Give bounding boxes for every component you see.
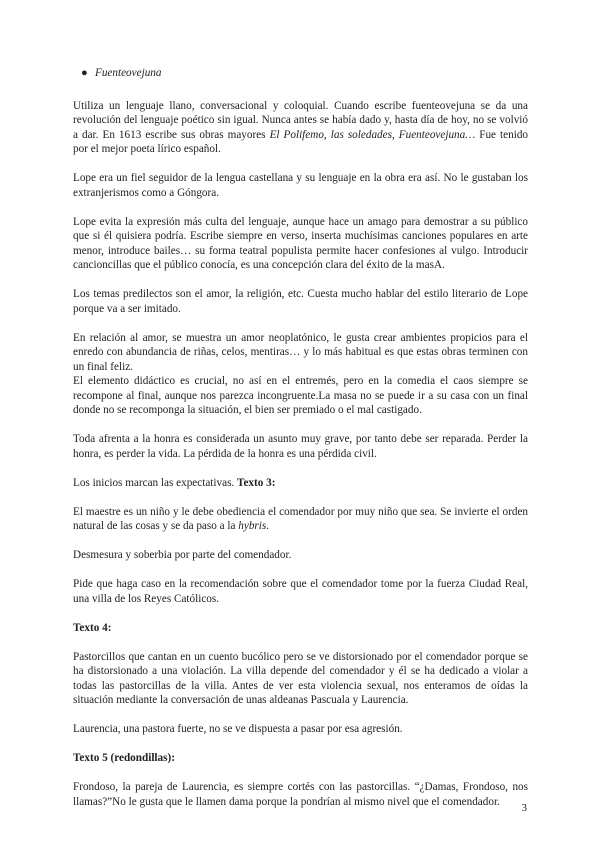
paragraph-maestre-end: . [266,520,270,532]
paragraph-laurencia: Laurencia, una pastora fuerte, no se ve dispuesta a pasar por esa agresión. [73,723,403,735]
paragraph-maestre [73,505,528,534]
texto-4-label: Texto 4: [73,621,112,634]
texto-5-label: Texto 5 (redondillas): [73,752,175,764]
paragraph-temas: Los temas predilectos son el amor, la religión, etc. Cuesta mucho hablar del estilo literario de Lope porque va a ser imitado. [73,288,528,315]
paragraph-frondoso: Frondoso, la pareja de Laurencia, es siempre cortés con las pastorcillas. “¿Damas, Frondoso, nos llamas?”No le gusta que le llamen dama porque la pondrían al mismo nivel que el comendador. [73,781,528,808]
works-titles: El Polifemo, las soledades, Fuenteovejuna… [269,128,476,141]
page-content [73,66,528,824]
paragraph-amor: En relación al amor, se muestra un amor neoplatónico, le gusta crear ambientes propicios para el enredo con abundancia de riñas, celos, mentiras… y lo más habitual es que estas obras terminen con un final feliz. [73,331,528,373]
paragraph-pastorcillos: Pastorcillos que cantan en un cuento bucólico pero se ve distorsionado por el comendador porque se ha distorsionado a una violación. La villa depende del comendador y él se ha dedicado a violar a todas las pastorcillas de la villa. Antes de ver esta violencia sexual, nos enteramos de oídas la situación mediante la conversación de unas aldeanas Pascuala y Laurencia. [73,650,528,706]
page-number: 3 [521,802,527,814]
paragraph-lengua-castellana: Lope era un fiel seguidor de la lengua castellana y su lenguaje en la obra era así. No le gustaban los extranjerismos como a Góngora. [73,172,528,199]
paragraph-inicios [73,476,528,491]
paragraph-lenguaje-end: Fue tenido por el mejor poeta lírico español. [73,128,529,155]
paragraph-desmesura: Desmesura y soberbia por parte del comendador. [73,549,292,561]
paragraph-maestre-text: El maestre es un niño y le debe obediencia el comendador por muy niño que sea. Se invierte el orden natural de las cosas y se da paso a la [73,505,528,532]
paragraph-inicios-text: Los inicios marcan las expectativas. [73,476,238,489]
paragraph-expresion-culta: Lope evita la expresión más culta del lenguaje, aunque hace un amago para demostrar a su público que si él quisiera podría. Escribe siempre en verso, inserta muchísimas canciones populares en arte menor, introduce bailes… su forma teatral populista permite hacer confesiones al vulgo. Introducir cancioncillas que el público conocía, es una concepción clara del éxito de la masA. [73,215,528,271]
paragraph-lenguaje-text: Utiliza un lenguaje llano, conversacional y coloquial. Cuando escribe fuenteovejuna se da una revolución del lenguaje poético sin igual. Nunca antes se había dado y, hasta día de hoy, no se volvió a dar. En 1613 escribe sus obras mayores [73,99,528,141]
bullet-dot-icon: ● [81,67,88,79]
bullet-title: Fuenteovejuna [95,67,162,79]
heading-texto-5 [73,751,528,766]
heading-texto-4 [73,621,528,636]
paragraph-lenguaje [73,99,528,157]
bullet-heading [73,66,528,81]
hybris-term: hybris [238,520,267,532]
texto-3-label: Texto 3: [237,476,276,489]
paragraph-honra: Toda afrenta a la honra es considerada un asunto muy grave, por tanto debe ser reparada. Perder la honra, es perder la vida. La pérdida de la honra es una pérdida civil. [73,433,528,460]
paragraph-didactico: El elemento didáctico es crucial, no así en el entremés, pero en la comedia el caos siempre se recompone al final, aunque nos parezca incongruente.La masa no se puede ir a su casa con un final donde no se recomponga la situación, el bien ser premiado o el mal castigado. [73,375,528,416]
paragraph-ciudad-real: Pide que haga caso en la recomendación sobre que el comendador tome por la fuerza Ciudad Real, una villa de los Reyes Católicos. [73,578,528,605]
